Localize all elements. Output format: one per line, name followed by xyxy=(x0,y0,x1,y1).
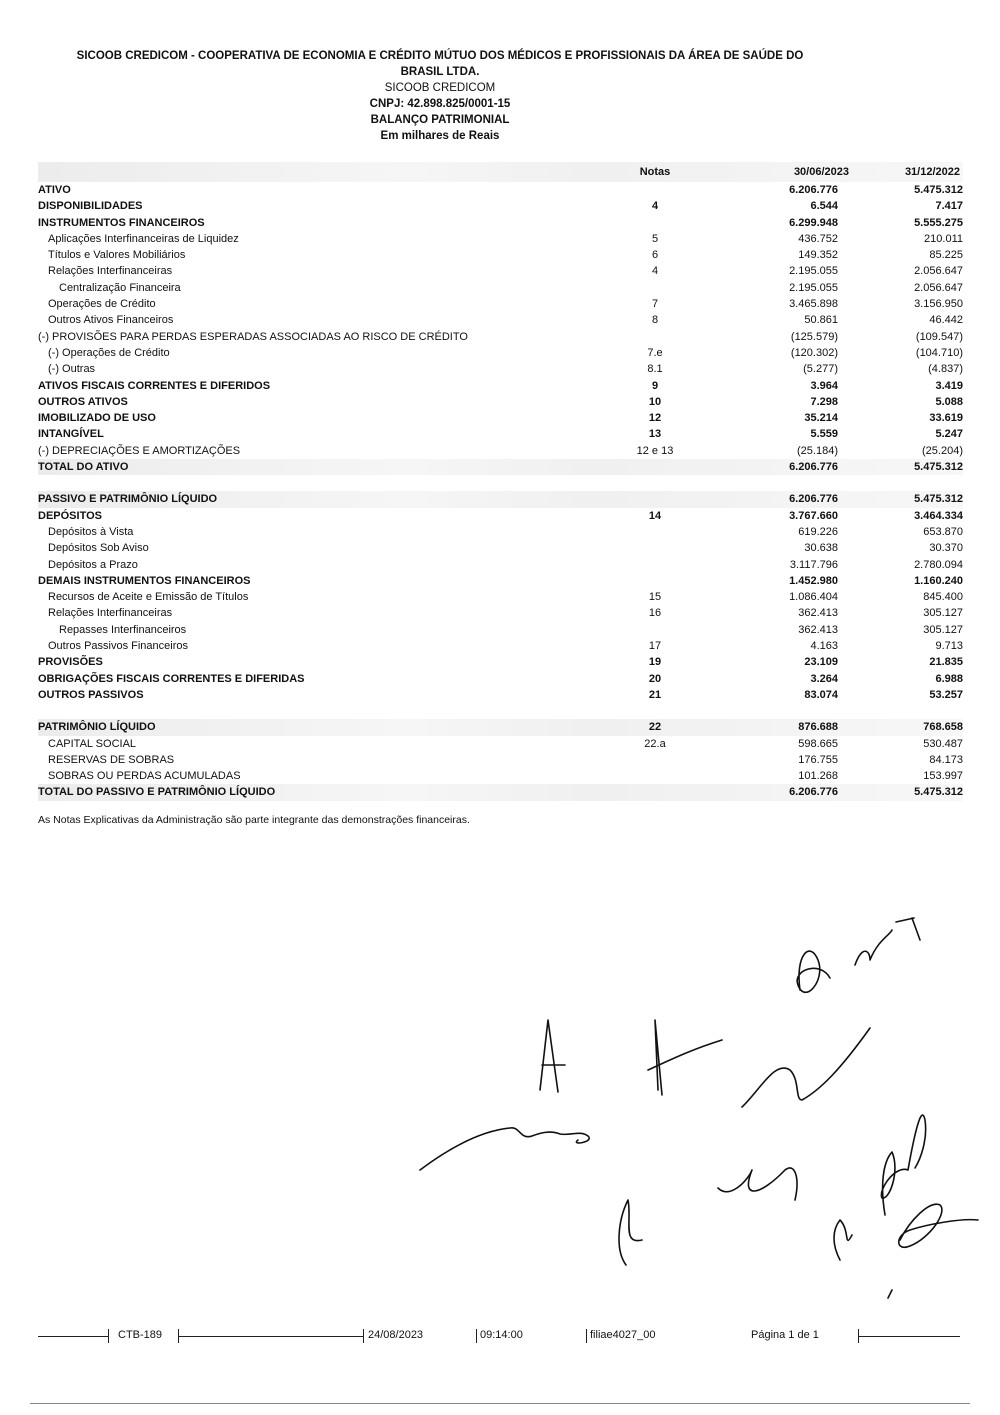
footer-user: filiae4027_00 xyxy=(590,1329,656,1341)
table-row: ATIVOS FISCAIS CORRENTES E DIFERIDOS 9 3.964 3.419 xyxy=(38,379,963,392)
page-bottom-rule xyxy=(30,1403,970,1404)
table-row: DEPÓSITOS 14 3.767.660 3.464.334 xyxy=(38,509,963,522)
explanatory-note: As Notas Explicativas da Administração são parte integrante das demonstrações financeiras. xyxy=(38,814,470,826)
footer-date: 24/08/2023 xyxy=(368,1329,424,1341)
table-row: PROVISÕES 19 23.109 21.835 xyxy=(38,656,963,669)
table-row: (-) Operações de Crédito 7.e (120.302) (104.710) xyxy=(48,346,963,359)
table-row-total: TOTAL DO PASSIVO E PATRIMÔNIO LÍQUIDO 6.206.776 5.475.312 xyxy=(38,784,963,800)
cnpj: CNPJ: 42.898.825/0001-15 xyxy=(369,98,511,110)
table-row: Centralização Financeira 2.195.055 2.056.647 xyxy=(59,281,963,294)
company-name-line1: SICOOB CREDICOM - COOPERATIVA DE ECONOMIA E CRÉDITO MÚTUO DOS MÉDICOS E PROFISSIONAIS DA ÁREA DE SAÚDE DO xyxy=(76,50,804,62)
table-row: Relações Interfinanceiras 4 2.195.055 2.056.647 xyxy=(48,265,963,278)
company-name-line2: BRASIL LTDA. xyxy=(400,66,480,78)
table-row: Repasses Interfinanceiros 362.413 305.127 xyxy=(59,623,963,636)
table-row: INTANGÍVEL 13 5.559 5.247 xyxy=(38,428,963,441)
table-row: Outros Passivos Financeiros 17 4.163 9.713 xyxy=(48,640,963,653)
table-row: Recursos de Aceite e Emissão de Títulos 15 1.086.404 845.400 xyxy=(48,591,963,604)
table-row: ATIVO 6.206.776 5.475.312 xyxy=(38,184,963,196)
trade-name: SICOOB CREDICOM xyxy=(384,82,496,94)
table-row: DEMAIS INSTRUMENTOS FINANCEIROS 1.452.980 1.160.240 xyxy=(38,574,963,587)
statement-title: BALANÇO PATRIMONIAL xyxy=(370,114,510,126)
table-row: Aplicações Interfinanceiras de Liquidez 5 436.752 210.011 xyxy=(48,232,963,245)
table-row: Depósitos a Prazo 3.117.796 2.780.094 xyxy=(48,558,963,571)
table-row: Depósitos à Vista 619.226 653.870 xyxy=(48,525,963,538)
table-row: DISPONIBILIDADES 4 6.544 7.417 xyxy=(38,200,963,213)
table-row: OBRIGAÇÕES FISCAIS CORRENTES E DIFERIDAS 20 3.264 6.988 xyxy=(38,672,963,685)
table-row: (-) Outras 8.1 (5.277) (4.837) xyxy=(48,363,963,376)
table-row: IMOBILIZADO DE USO 12 35.214 33.619 xyxy=(38,412,963,425)
table-row: OUTROS ATIVOS 10 7.298 5.088 xyxy=(38,395,963,408)
table-row-total: TOTAL DO ATIVO 6.206.776 5.475.312 xyxy=(38,459,963,475)
document-header xyxy=(0,48,880,144)
table-row: Outros Ativos Financeiros 8 50.861 46.442 xyxy=(48,314,963,327)
handwritten-signatures xyxy=(400,900,980,1300)
balance-sheet-table xyxy=(38,162,963,801)
footer-report-code: CTB-189 xyxy=(118,1329,163,1341)
currency-unit: Em milhares de Reais xyxy=(380,130,500,142)
table-row-section: PASSIVO E PATRIMÔNIO LÍQUIDO 6.206.776 5.475.312 xyxy=(38,491,963,507)
table-row: INSTRUMENTOS FINANCEIROS 6.299.948 5.555.275 xyxy=(38,216,963,229)
table-row: Títulos e Valores Mobiliários 6 149.352 85.225 xyxy=(48,249,963,262)
table-row: Operações de Crédito 7 3.465.898 3.156.950 xyxy=(48,298,963,311)
table-row: SOBRAS OU PERDAS ACUMULADAS 101.268 153.997 xyxy=(48,770,963,783)
header-date-previous: 31/12/2022 xyxy=(904,166,960,178)
table-row: CAPITAL SOCIAL 22.a 598.665 530.487 xyxy=(48,737,963,750)
footer-time: 09:14:00 xyxy=(480,1329,523,1341)
header-notas: Notas xyxy=(639,166,671,178)
table-row-section: PATRIMÔNIO LÍQUIDO 22 876.688 768.658 xyxy=(38,719,963,735)
table-row: Relações Interfinanceiras 16 362.413 305.127 xyxy=(48,607,963,620)
table-header-row xyxy=(38,162,963,182)
table-row: (-) PROVISÕES PARA PERDAS ESPERADAS ASSOCIADAS AO RISCO DE CRÉDITO (125.579) (109.547) xyxy=(38,330,963,343)
table-row: (-) DEPRECIAÇÕES E AMORTIZAÇÕES 12 e 13 (25.184) (25.204) xyxy=(38,444,963,457)
table-row: Depósitos Sob Aviso 30.638 30.370 xyxy=(48,542,963,555)
table-row: OUTROS PASSIVOS 21 83.074 53.257 xyxy=(38,688,963,701)
header-date-current: 30/06/2023 xyxy=(793,166,849,178)
table-row: RESERVAS DE SOBRAS 176.755 84.173 xyxy=(48,753,963,766)
report-footer xyxy=(38,1326,963,1346)
footer-page-number: Página 1 de 1 xyxy=(751,1329,819,1341)
